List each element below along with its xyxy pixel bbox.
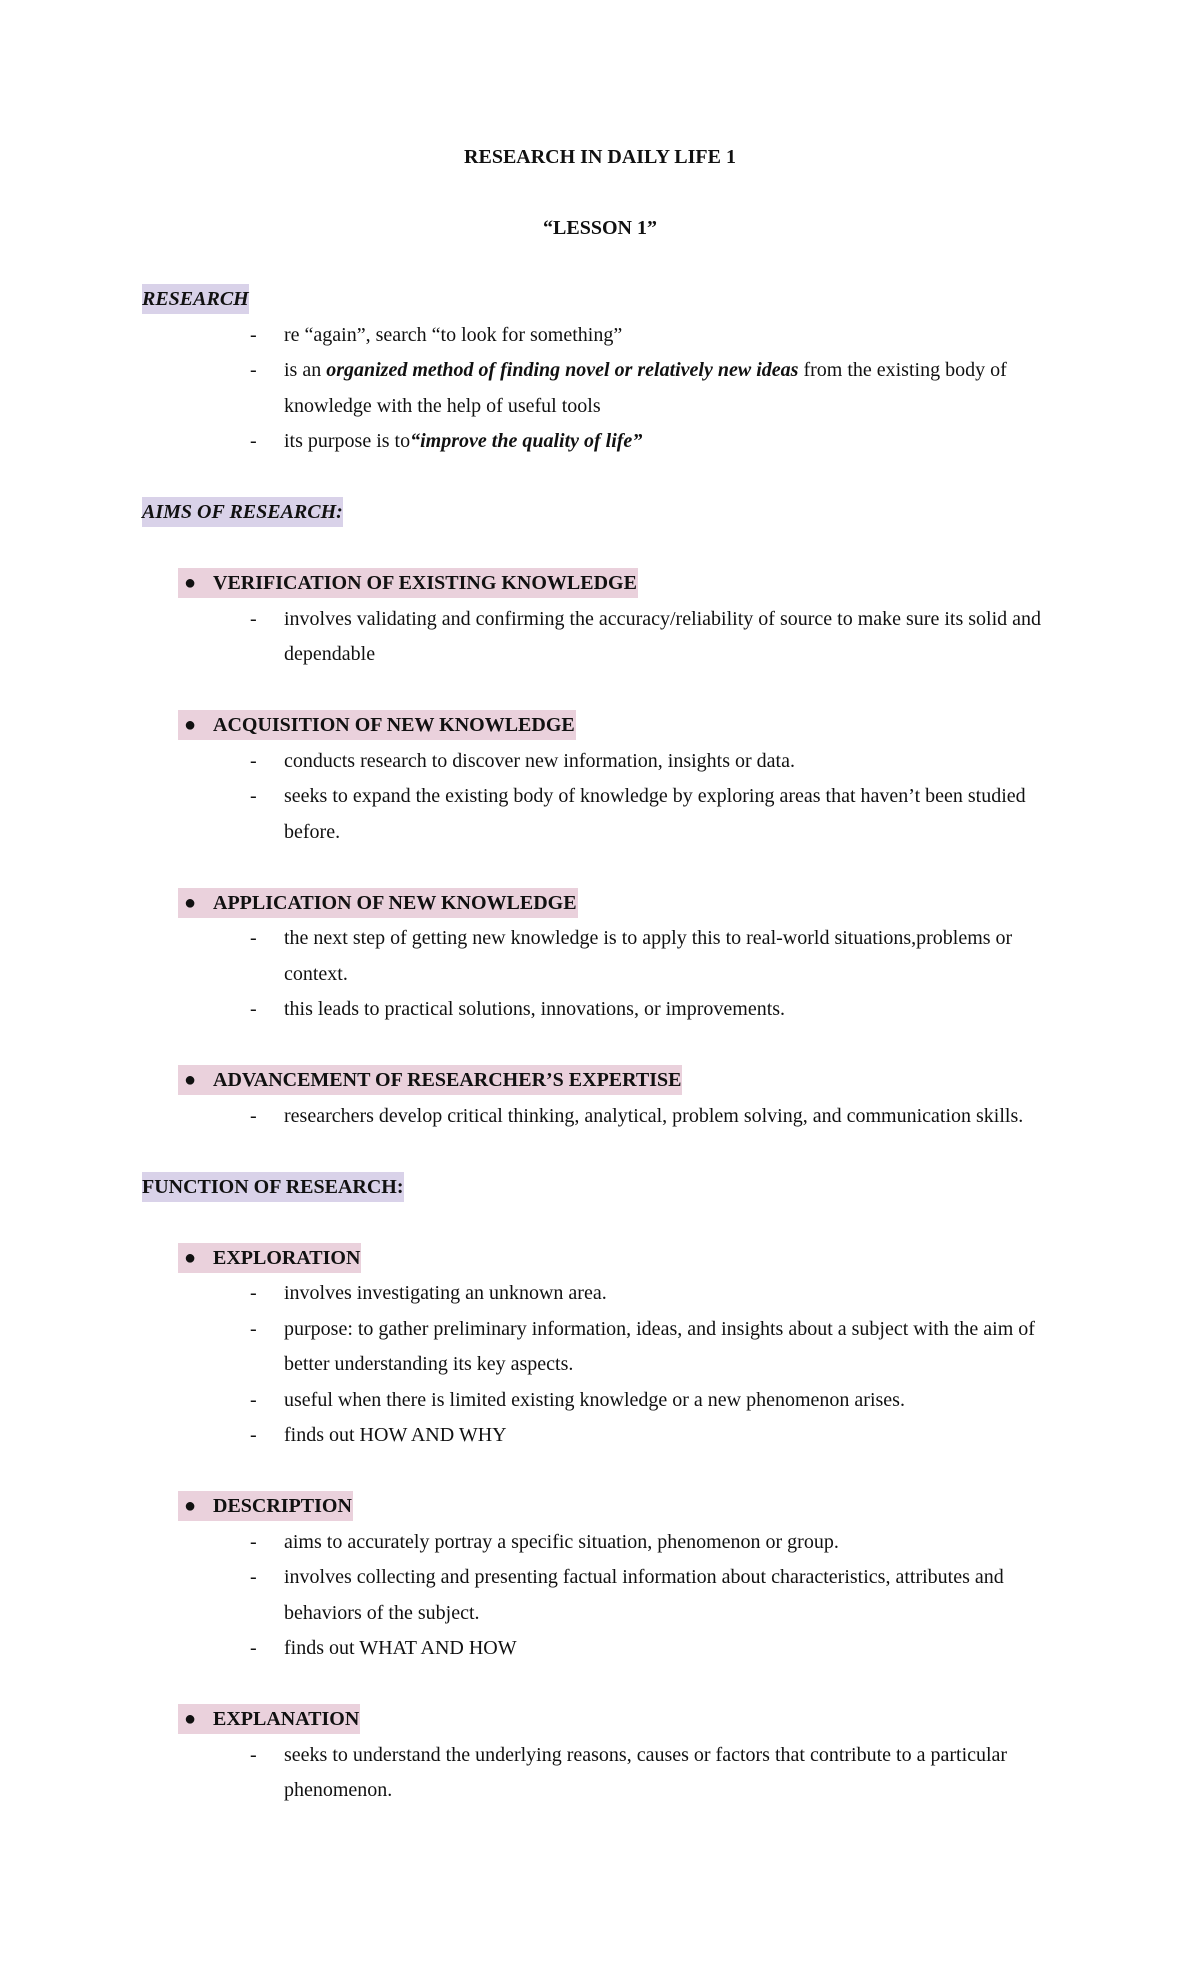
- dash-icon: -: [250, 1530, 257, 1553]
- bullet-icon: ●: [184, 1246, 197, 1269]
- list-item: - researchers develop critical thinking, analytical, problem solving, and communication skills.: [0, 1099, 1064, 1135]
- section-label: ACQUISITION OF NEW KNOWLEDGE: [213, 714, 575, 736]
- list-item: - involves investigating an unknown area.: [0, 1276, 1064, 1312]
- list-item: - seeks to expand the existing body of knowledge by exploring areas that haven’t been studied before.: [0, 779, 1064, 850]
- dash-icon: -: [250, 998, 257, 1020]
- section-heading: [0, 708, 1200, 744]
- list-item: - seeks to understand the underlying reasons, causes or factors that contribute to a particular phenomenon.: [0, 1738, 1064, 1809]
- dash-icon: -: [250, 607, 257, 630]
- dash-icon: -: [250, 1388, 257, 1411]
- section-item-list: [0, 921, 1200, 1028]
- function-sections: [0, 1241, 1200, 1845]
- list-item: - purpose: to gather preliminary information, ideas, and insights about a subject with the aim of better understanding its key aspects.: [0, 1312, 1064, 1383]
- list-item: - finds out WHAT AND HOW: [0, 1631, 1064, 1667]
- section-item-list: [0, 744, 1200, 851]
- bullet-icon: ●: [184, 1069, 197, 1091]
- section-label: VERIFICATION OF EXISTING KNOWLEDGE: [213, 572, 637, 594]
- dash-icon: -: [250, 1282, 257, 1304]
- list-item: - involves validating and confirming the accuracy/reliability of source to make sure its solid and dependable: [0, 602, 1064, 673]
- aims-heading: AIMS OF RESEARCH:: [0, 495, 1200, 531]
- section-heading: [0, 566, 1200, 602]
- dash-icon: -: [250, 1743, 257, 1766]
- bullet-icon: ●: [184, 1708, 197, 1730]
- section-label: ADVANCEMENT OF RESEARCHER’S EXPERTISE: [213, 1069, 682, 1091]
- list-item: - finds out HOW AND WHY: [0, 1418, 1064, 1454]
- section-item-list: [0, 1738, 1200, 1809]
- dash-icon: -: [250, 927, 257, 949]
- function-heading: FUNCTION OF RESEARCH:: [0, 1170, 1200, 1206]
- document-title: RESEARCH IN DAILY LIFE 1: [464, 146, 736, 168]
- list-item: - re “again”, search “to look for something”: [0, 318, 1064, 354]
- bullet-icon: ●: [184, 714, 197, 736]
- dash-icon: -: [250, 323, 257, 346]
- section-heading: [0, 1063, 1200, 1099]
- section-item-list: [0, 1276, 1200, 1454]
- dash-icon: -: [250, 430, 257, 452]
- section-heading: [0, 1489, 1200, 1525]
- section-heading: [0, 1241, 1200, 1277]
- section-label: APPLICATION OF NEW KNOWLEDGE: [213, 891, 577, 914]
- section-label: DESCRIPTION: [213, 1495, 352, 1517]
- document-page: [0, 140, 1200, 1844]
- section-item-list: [0, 602, 1200, 673]
- bullet-icon: ●: [184, 1495, 197, 1517]
- dash-icon: -: [250, 749, 257, 772]
- list-item: - this leads to practical solutions, innovations, or improvements.: [0, 992, 1064, 1028]
- list-item: - aims to accurately portray a specific situation, phenomenon or group.: [0, 1525, 1064, 1561]
- document-subtitle: “LESSON 1”: [543, 217, 657, 239]
- aims-sections: [0, 566, 1200, 1170]
- dash-icon: -: [250, 1637, 257, 1659]
- list-item: - conducts research to discover new information, insights or data.: [0, 744, 1064, 780]
- dash-icon: -: [250, 1317, 257, 1340]
- section-item-list: [0, 1525, 1200, 1667]
- section-label: EXPLANATION: [213, 1708, 360, 1730]
- dash-icon: -: [250, 785, 257, 807]
- section-item-list: [0, 1099, 1200, 1135]
- dash-icon: -: [250, 1104, 257, 1127]
- dash-icon: -: [250, 1566, 257, 1588]
- bullet-icon: ●: [184, 572, 197, 594]
- bullet-icon: ●: [184, 891, 197, 914]
- list-item: - the next step of getting new knowledge is to apply this to real-world situations,problems or context.: [0, 921, 1064, 992]
- list-item: - useful when there is limited existing knowledge or a new phenomenon arises.: [0, 1383, 1064, 1419]
- research-definition-list: [0, 318, 1200, 460]
- section-heading: [0, 1702, 1200, 1738]
- section-heading: [0, 886, 1200, 922]
- research-heading: RESEARCH: [0, 282, 1200, 318]
- list-item: - involves collecting and presenting factual information about characteristics, attributes and behaviors of the subject.: [0, 1560, 1064, 1631]
- dash-icon: -: [250, 1424, 257, 1446]
- section-label: EXPLORATION: [213, 1246, 361, 1269]
- list-item: - is an organized method of finding novel or relatively new ideas from the existing body of knowledge with the help of useful tools: [0, 353, 1064, 424]
- dash-icon: -: [250, 359, 257, 381]
- list-item: - its purpose is to“improve the quality of life”: [0, 424, 1064, 460]
